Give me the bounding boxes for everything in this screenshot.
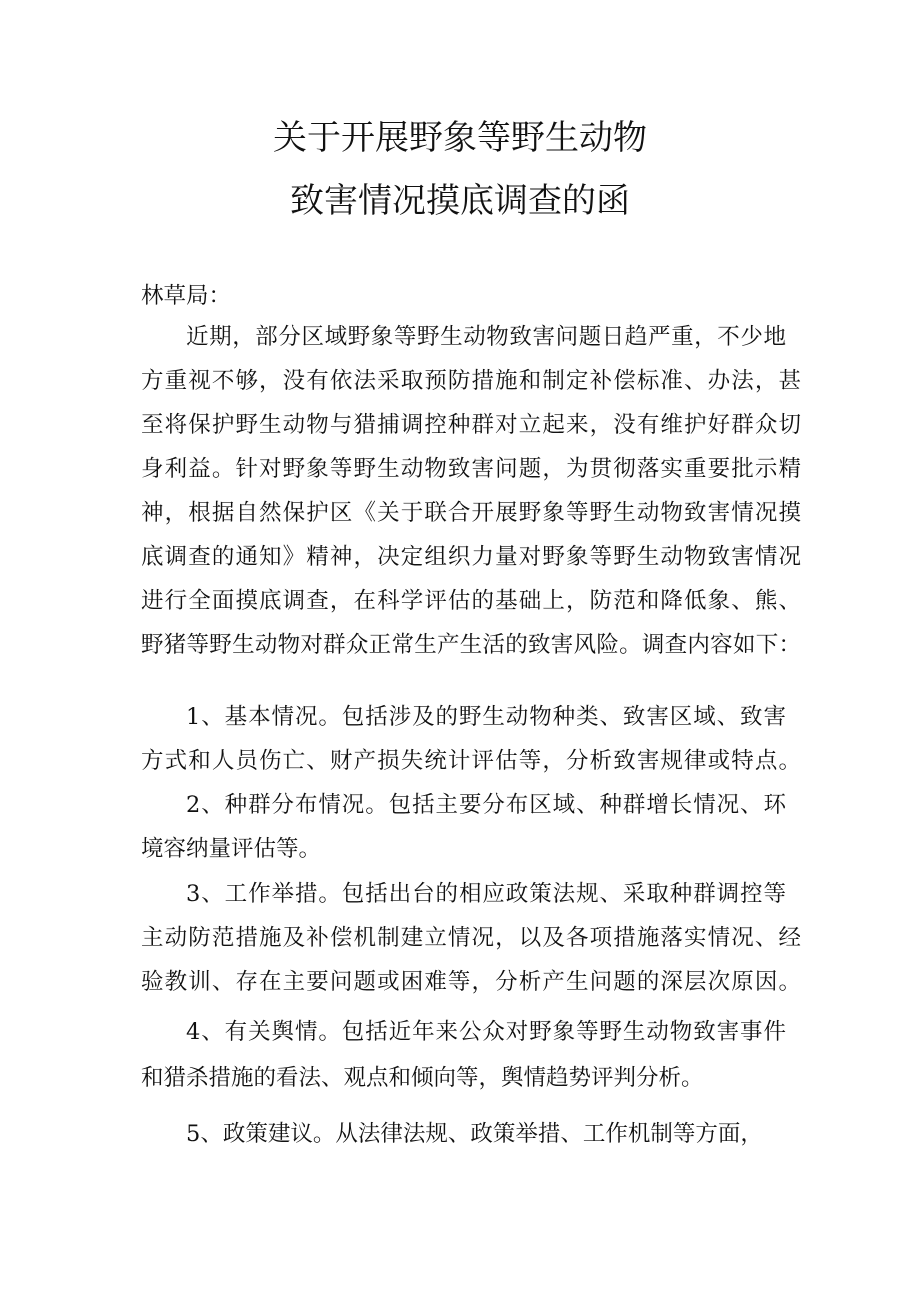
item-1-line: 方式和人员伤亡、财产损失统计评估等，分析致害规律或特点。 [141,748,801,774]
item-2-line: 境容纳量评估等。 [141,836,322,862]
item-3-line: 主动防范措施及补偿机制建立情况，以及各项措施落实情况、经 [141,925,801,951]
document-title-line-1: 关于开展野象等野生动物 [273,118,647,158]
intro-line: 方重视不够，没有依法采取预防措施和制定补偿标准、办法，甚 [141,368,801,394]
item-3-line: 3、工作举措。包括出台的相应政策法规、采取种群调控等 [186,881,786,907]
intro-line: 底调查的通知》精神，决定组织力量对野象等野生动物致害情况 [141,544,801,570]
intro-line: 进行全面摸底调查，在科学评估的基础上，防范和降低象、熊、 [141,588,801,614]
intro-line: 野猪等野生动物对群众正常生产生活的致害风险。调查内容如下： [141,632,801,658]
item-4-line: 和猎杀措施的看法、观点和倾向等，舆情趋势评判分析。 [141,1065,704,1091]
salutation: 林草局： [141,283,232,309]
intro-line: 身利益。针对野象等野生动物致害问题，为贯彻落实重要批示精 [141,456,801,482]
item-1-line: 1、基本情况。包括涉及的野生动物种类、致害区域、致害 [186,704,786,730]
intro-line: 神，根据自然保护区《关于联合开展野象等野生动物致害情况摸 [141,500,801,526]
intro-line: 至将保护野生动物与猎捕调控种群对立起来，没有维护好群众切 [141,412,801,438]
document-title-line-2: 致害情况摸底调查的函 [290,181,630,221]
intro-line: 近期，部分区域野象等野生动物致害问题日趋严重，不少地 [186,324,786,350]
item-2-line: 2、种群分布情况。包括主要分布区域、种群增长情况、环 [186,792,786,818]
item-5-line: 5、政策建议。从法律法规、政策举措、工作机制等方面， [186,1121,763,1147]
item-3-line: 验教训、存在主要问题或困难等，分析产生问题的深层次原因。 [141,969,801,995]
item-4-line: 4、有关舆情。包括近年来公众对野象等野生动物致害事件 [186,1019,786,1045]
